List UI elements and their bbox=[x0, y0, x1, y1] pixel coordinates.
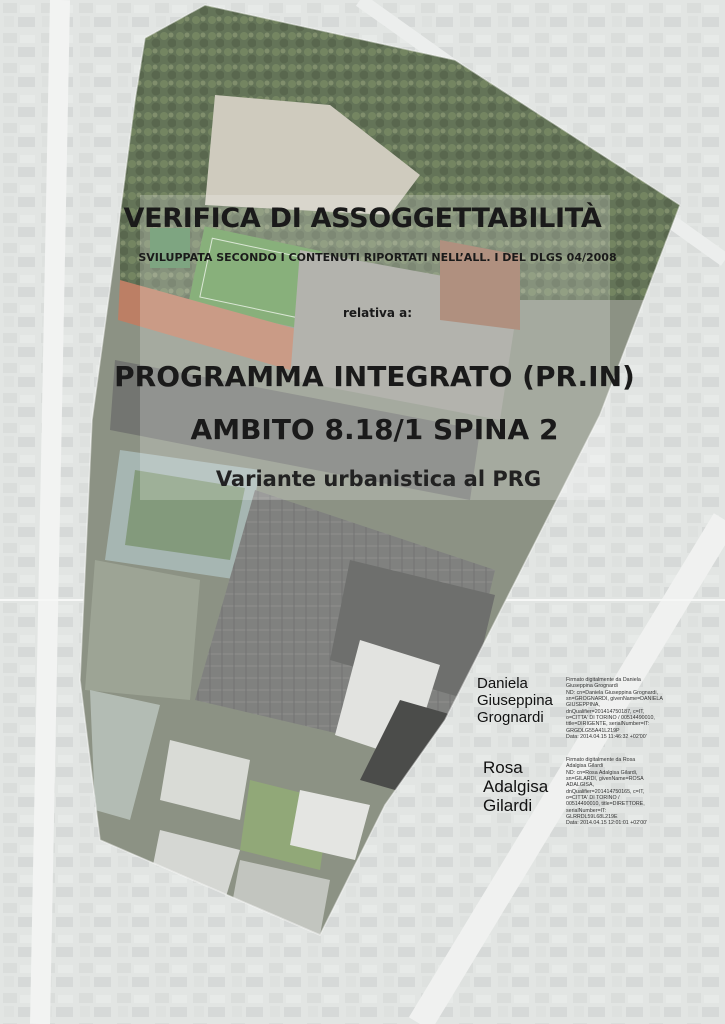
digital-signature-stamp-1 bbox=[566, 677, 663, 740]
stamp-line: Giuseppina Grognardi bbox=[566, 683, 618, 690]
signer-name-line: Rosa bbox=[483, 758, 523, 777]
stamp-line: ND: cn=Daniela Giuseppina Grognardi, bbox=[566, 689, 659, 696]
stamp-line: sn=GILARDI, givenName=ROSA bbox=[566, 776, 644, 783]
signer-name-line: Giuseppina bbox=[477, 691, 553, 709]
stamp-line: serialNumber=IT: bbox=[566, 807, 607, 814]
stamp-line: ADALGISA, bbox=[566, 782, 594, 789]
stamp-line: Data: 2014.04.15 11:46:32 +02'00' bbox=[566, 734, 647, 741]
stamp-line: dnQualifier=201414750187, c=IT, bbox=[566, 708, 645, 715]
signer-name-line: Daniela bbox=[477, 675, 528, 692]
variante-heading: Variante urbanistica al PRG bbox=[215, 467, 542, 491]
stamp-line: o=CITTA' DI TORINO / bbox=[566, 795, 620, 802]
stamp-line: title=DIRIGENTE, serialNumber=IT: bbox=[566, 721, 650, 728]
stamp-line: Data: 2014.04.15 12:01:01 +02'00' bbox=[566, 820, 648, 827]
relative-label: relativa a: bbox=[342, 306, 413, 320]
program-heading: PROGRAMMA INTEGRATO (PR.IN) bbox=[114, 360, 635, 393]
stamp-line: o=CITTA' DI TORINO / 00514490010, bbox=[566, 715, 655, 722]
stamp-line: sn=GROGNARDI, givenName=DANIELA bbox=[566, 696, 663, 703]
stamp-line: ND: cn=Rosa Adalgisa Gilardi, bbox=[566, 769, 638, 776]
stamp-line: GRGDLG55A41L219P bbox=[566, 727, 620, 734]
stamp-line: 00514490010, title=DIRETTORE, bbox=[566, 801, 645, 808]
stamp-line: GLRRDL59L68L219E bbox=[566, 814, 618, 821]
signer-name-line: Grognardi bbox=[477, 708, 544, 726]
stamp-line: Firmato digitalmente da Rosa bbox=[566, 757, 636, 763]
signer-name-line: Adalgisa bbox=[483, 777, 549, 797]
signer-name-2 bbox=[483, 758, 548, 815]
document-title: VERIFICA DI ASSOGGETTABILITÀ bbox=[123, 203, 602, 234]
digital-signature-stamp-2 bbox=[566, 757, 647, 827]
stamp-line: Adalgisa Gilardi bbox=[566, 763, 604, 770]
signer-name-1 bbox=[477, 676, 553, 726]
stamp-line: dnQualifier=201414750165, c=IT, bbox=[566, 788, 645, 795]
stamp-line: Firmato digitalmente da Daniela bbox=[566, 677, 641, 683]
ambito-heading: AMBITO 8.18/1 SPINA 2 bbox=[190, 413, 559, 446]
stamp-line: GIUSEPPINA, bbox=[566, 702, 600, 709]
signer-name-line: Gilardi bbox=[483, 796, 533, 816]
document-subtitle: SVILUPPATA SECONDO I CONTENUTI RIPORTATI NELL’ALL. I DEL DLGS 04/2008 bbox=[138, 251, 617, 264]
